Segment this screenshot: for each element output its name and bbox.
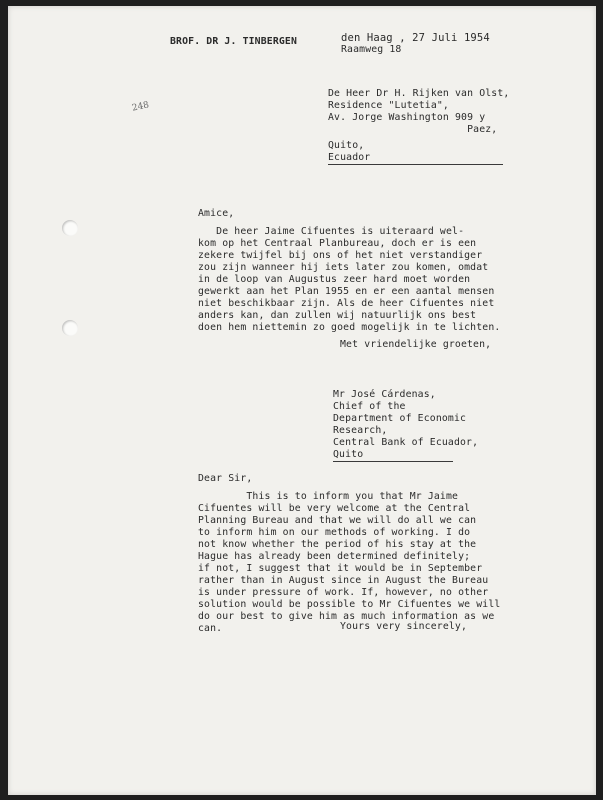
english-body-line: solution would be possible to Mr Cifuentes we will <box>198 599 501 610</box>
recipient-1-line: Residence "Lutetia", <box>328 100 449 111</box>
english-body-line: rather than in August since in August the Bureau <box>198 575 489 586</box>
sender-name: BROF. DR J. TINBERGEN <box>170 36 298 47</box>
dutch-body-line: doen hem niettemin zo goed mogelijk in te lichten. <box>198 322 501 333</box>
english-body-line: to inform him on our methods of working. I do <box>198 527 471 538</box>
dutch-body-line: De heer Jaime Cifuentes is uiteraard wel- <box>198 226 465 237</box>
english-body-line: is under pressure of work. If, however, no other <box>198 587 489 598</box>
recipient-1-country: Ecuador <box>328 152 503 165</box>
english-body-line: not know whether the period of his stay at the <box>198 539 477 550</box>
dutch-body-line: zou zijn wanneer hij iets later zou komen, omdat <box>198 262 489 273</box>
dutch-body-line: gewerkt aan het Plan 1955 en er een aantal mensen <box>198 286 495 297</box>
recipient-address-2 <box>333 389 478 462</box>
dutch-body-line: niet beschikbaar zijn. Als de heer Cifuentes niet <box>198 298 495 309</box>
dutch-closing: Met vriendelijke groeten, <box>340 339 492 350</box>
english-body-line: if not, I suggest that it would be in September <box>198 563 483 574</box>
recipient-1-line: Av. Jorge Washington 909 y <box>328 112 486 123</box>
recipient-2-line: Central Bank of Ecuador, <box>333 437 479 448</box>
recipient-2-line: Chief of the <box>333 401 406 412</box>
recipient-2-line: Research, <box>333 425 388 436</box>
place-date: den Haag , 27 Juli 1954 <box>341 32 490 44</box>
english-body <box>198 491 500 635</box>
english-body-line: Cifuentes will be very welcome at the Central <box>198 503 471 514</box>
letter-page <box>8 6 596 795</box>
english-salutation: Dear Sir, <box>198 473 253 484</box>
recipient-2-city: Quito <box>333 449 453 462</box>
recipient-1-line: Quito, <box>328 140 365 151</box>
dutch-body-line: kom op het Centraal Planbureau, doch er is een <box>198 238 477 249</box>
recipient-2-line: Mr José Cárdenas, <box>333 389 436 400</box>
recipient-2-line: Department of Economic <box>333 413 467 424</box>
recipient-1-line: Paez, <box>328 124 498 135</box>
english-body-line: Planning Bureau and that we will do all we can <box>198 515 477 526</box>
dutch-salutation: Amice, <box>198 208 235 219</box>
punch-hole-top <box>62 220 78 236</box>
english-body-line: do our best to give him as much information as we <box>198 611 495 622</box>
english-body-line: Hague has already been determined definitely; <box>198 551 471 562</box>
margin-note: 248 <box>131 100 151 114</box>
punch-hole-bottom <box>62 320 78 336</box>
english-body-line: can. <box>198 623 223 634</box>
street-address: Raamweg 18 <box>341 44 402 55</box>
recipient-address-1 <box>328 88 509 161</box>
english-closing: Yours very sincerely, <box>340 621 468 632</box>
dutch-body-line: zekere twijfel bij ons of het niet verstandiger <box>198 250 483 261</box>
dutch-body-line: in de loop van Augustus zeer hard moet worden <box>198 274 471 285</box>
dutch-body <box>198 226 500 334</box>
recipient-1-line: De Heer Dr H. Rijken van Olst, <box>328 88 510 99</box>
english-body-line: This is to inform you that Mr Jaime <box>198 491 459 502</box>
dutch-body-line: anders kan, dan zullen wij natuurlijk ons best <box>198 310 477 321</box>
